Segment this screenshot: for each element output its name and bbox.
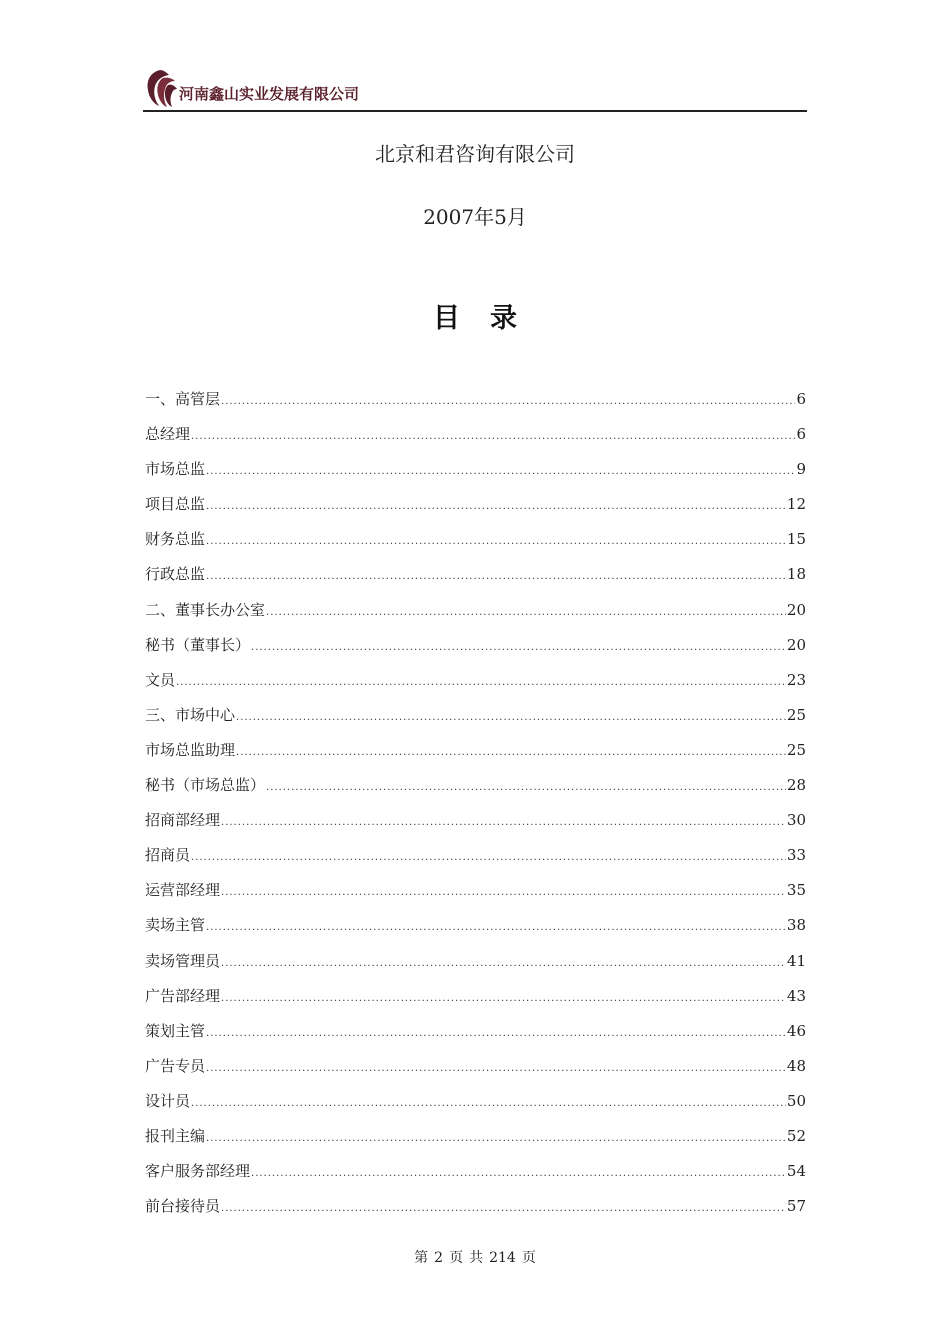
footer-current-page: 2 (434, 1250, 444, 1266)
toc-entry[interactable] (145, 704, 806, 739)
toc-dot-leader (221, 1203, 786, 1214)
toc-entry-page: 25 (786, 705, 806, 724)
toc-dot-leader (221, 396, 795, 407)
toc-entry[interactable] (145, 1090, 806, 1125)
toc-dot-leader (266, 607, 786, 618)
toc-entry-page: 35 (786, 881, 806, 900)
toc-entry[interactable] (145, 879, 806, 914)
toc-entry-label: 客户服务部经理 (145, 1162, 251, 1181)
toc-entry-label: 运营部经理 (145, 881, 221, 900)
toc-entry-page: 6 (796, 390, 806, 408)
toc-entry-label: 招商部经理 (145, 811, 221, 830)
toc-entry[interactable] (145, 528, 806, 563)
toc-entry-page: 15 (786, 530, 806, 549)
document-date: 2007年5月 (423, 205, 527, 229)
toc-entry-page: 43 (786, 986, 806, 1005)
toc-entry-page: 18 (786, 565, 806, 584)
toc-entry-label: 一、高管层 (145, 390, 221, 408)
toc-entry[interactable] (145, 1020, 806, 1055)
toc-entry[interactable] (145, 563, 806, 598)
toc-entry[interactable] (145, 1055, 806, 1090)
page-header (143, 64, 807, 112)
toc-entry-label: 三、市场中心 (145, 705, 236, 724)
toc-dot-leader (221, 887, 786, 898)
footer-suffix: 页 (521, 1250, 536, 1266)
toc-entry-label: 卖场主管 (145, 916, 206, 935)
toc-entry[interactable] (145, 1125, 806, 1160)
toc-entry-page: 9 (796, 460, 806, 479)
toc-entry-page: 46 (786, 1021, 806, 1040)
toc-dot-leader (221, 993, 786, 1004)
toc-entry-label: 市场总监 (145, 460, 206, 479)
toc-dot-leader (221, 817, 786, 828)
toc-entry-label: 总经理 (145, 425, 191, 444)
toc-entry-label: 卖场管理员 (145, 951, 221, 970)
toc-entry-page: 30 (786, 811, 806, 830)
footer-prefix: 第 (414, 1250, 429, 1266)
toc-entry-label: 前台接待员 (145, 1197, 221, 1216)
toc-title: 目录 (433, 303, 547, 334)
toc-entry-label: 广告专员 (145, 1056, 206, 1075)
footer-total-word: 共 (469, 1250, 484, 1266)
toc-entry-label: 市场总监助理 (145, 740, 236, 759)
toc-entry[interactable] (145, 599, 806, 634)
toc-entry-label: 项目总监 (145, 495, 206, 514)
toc-entry-page: 50 (786, 1091, 806, 1110)
page-footer (0, 1247, 950, 1267)
toc-entry-page: 48 (786, 1056, 806, 1075)
toc-dot-leader (206, 1028, 786, 1039)
toc-entry-label: 策划主管 (145, 1021, 206, 1040)
toc-dot-leader (221, 958, 786, 969)
header-divider (143, 110, 807, 112)
toc-dot-leader (176, 677, 786, 688)
toc-entry-page: 57 (786, 1197, 806, 1216)
toc-entry-label: 广告部经理 (145, 986, 221, 1005)
toc-entry-label: 秘书（董事长） (145, 635, 251, 654)
toc-dot-leader (191, 1098, 786, 1109)
toc-dot-leader (251, 642, 786, 653)
toc-entry-label: 财务总监 (145, 530, 206, 549)
toc-entry-page: 41 (786, 951, 806, 970)
toc-entry[interactable] (145, 634, 806, 669)
toc-dot-leader (206, 1063, 786, 1074)
toc-entry-page: 28 (786, 776, 806, 795)
toc-entry-page: 52 (786, 1126, 806, 1145)
toc-entry-page: 25 (786, 740, 806, 759)
toc-dot-leader (206, 922, 786, 933)
toc-dot-leader (206, 466, 795, 477)
toc-entry-page: 23 (786, 670, 806, 689)
toc-entry[interactable] (145, 388, 806, 423)
toc-dot-leader (236, 712, 786, 723)
toc-entry[interactable] (145, 1160, 806, 1195)
toc-entry-label: 行政总监 (145, 565, 206, 584)
toc-entry-label: 设计员 (145, 1091, 191, 1110)
toc-entry[interactable] (145, 809, 806, 844)
toc-dot-leader (206, 536, 786, 547)
footer-page-word: 页 (449, 1250, 464, 1266)
company-name: 河南鑫山实业发展有限公司 (179, 85, 360, 103)
toc-entry[interactable] (145, 950, 806, 985)
toc-entry-page: 6 (796, 425, 806, 444)
toc-dot-leader (191, 852, 786, 863)
toc-entry-label: 文员 (145, 670, 176, 689)
toc-entry-label: 秘书（市场总监） (145, 776, 266, 795)
toc-entry-label: 二、董事长办公室 (145, 600, 266, 619)
toc-entry-page: 33 (786, 846, 806, 865)
toc-entry[interactable] (145, 423, 806, 458)
toc-dot-leader (206, 501, 786, 512)
toc-entry[interactable] (145, 914, 806, 949)
toc-entry[interactable] (145, 844, 806, 879)
toc-entry-label: 招商员 (145, 846, 191, 865)
toc-dot-leader (266, 782, 786, 793)
company-logo-icon (143, 68, 177, 108)
toc-entry[interactable] (145, 669, 806, 704)
table-of-contents (145, 388, 806, 1230)
toc-entry[interactable] (145, 774, 806, 809)
consultant-name: 北京和君咨询有限公司 (375, 142, 575, 166)
toc-entry[interactable] (145, 458, 806, 493)
toc-entry-page: 20 (786, 600, 806, 619)
toc-entry-page: 38 (786, 916, 806, 935)
toc-dot-leader (191, 431, 795, 442)
toc-entry-page: 12 (786, 495, 806, 514)
toc-entry-label: 报刊主编 (145, 1126, 206, 1145)
toc-dot-leader (251, 1168, 786, 1179)
toc-entry[interactable] (145, 985, 806, 1020)
toc-dot-leader (206, 1133, 786, 1144)
toc-entry-page: 54 (786, 1162, 806, 1181)
toc-dot-leader (206, 571, 786, 582)
toc-entry[interactable] (145, 739, 806, 774)
footer-total-pages: 214 (489, 1250, 516, 1266)
toc-entry[interactable] (145, 493, 806, 528)
toc-entry-page: 20 (786, 635, 806, 654)
toc-entry[interactable] (145, 1195, 806, 1230)
toc-dot-leader (236, 747, 786, 758)
